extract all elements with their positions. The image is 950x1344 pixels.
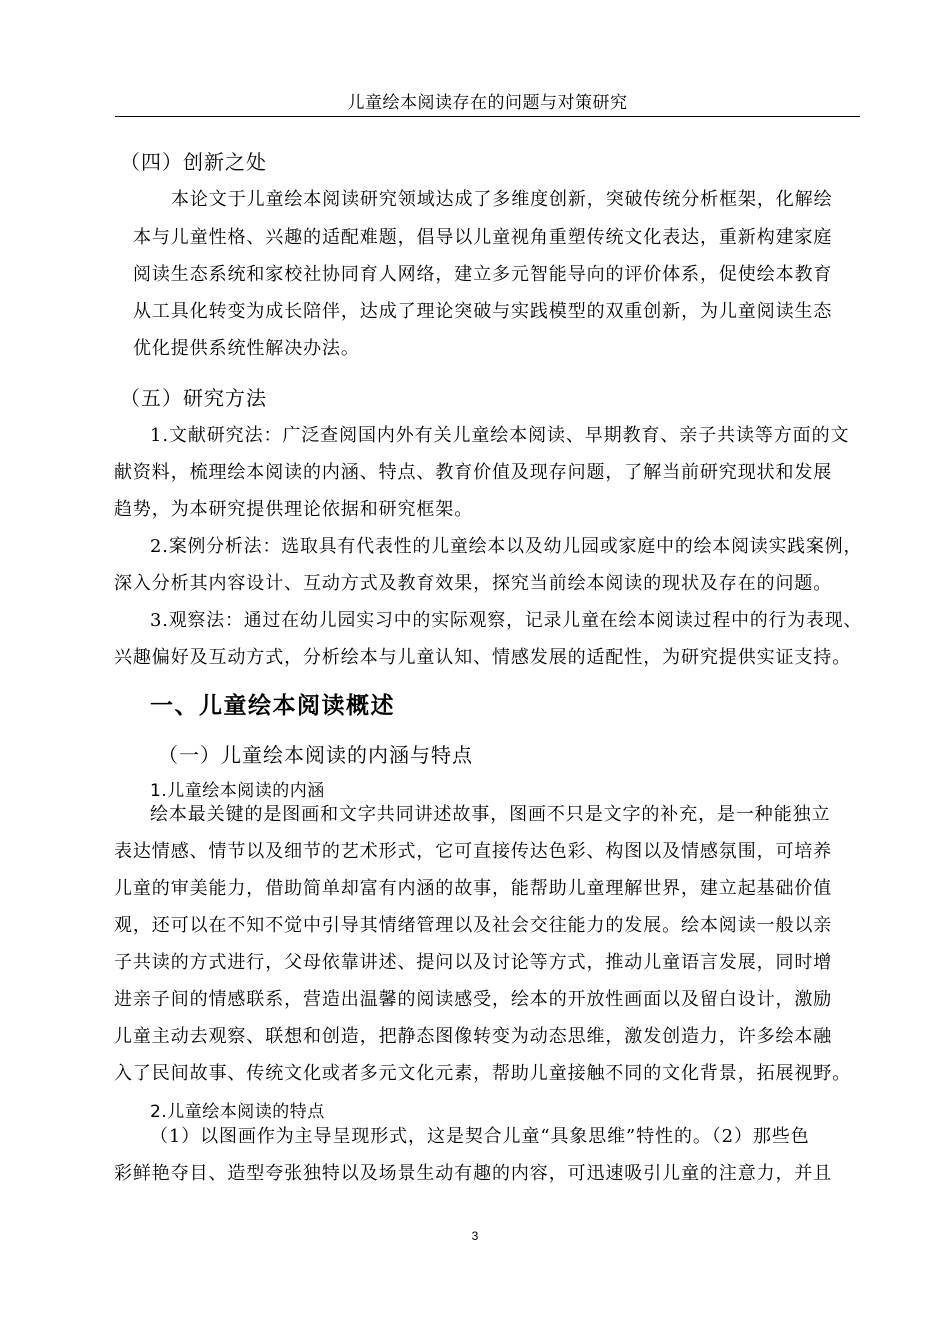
paragraph-line: 1.文献研究法：广泛查阅国内外有关儿童绘本阅读、早期教育、亲子共读等方面的文 bbox=[150, 425, 850, 446]
paragraph-line: 表达情感、情节以及细节的艺术形式，它可直接传达色彩、构图以及情感氛围，可培养 bbox=[114, 841, 833, 862]
paragraph-line: 献资料，梳理绘本阅读的内涵、特点、教育价值及现存问题，了解当前研究现状和发展 bbox=[114, 462, 833, 483]
chapter-heading: 一、儿童绘本阅读概述 bbox=[150, 693, 395, 719]
subsection-heading-features: 2.儿童绘本阅读的特点 bbox=[150, 1102, 325, 1122]
section-heading: （一）儿童绘本阅读的内涵与特点 bbox=[158, 743, 473, 767]
paragraph-line: 本与儿童性格、兴趣的适配难题，倡导以儿童视角重塑传统文化表达，重新构建家庭 bbox=[133, 227, 833, 248]
paragraph-line: （1）以图画作为主导呈现形式，这是契合儿童“具象思维”特性的。（2）那些色 bbox=[150, 1126, 810, 1147]
paragraph-line: 从工具化转变为成长陪伴，达成了理论突破与实践模型的双重创新，为儿童阅读生态 bbox=[133, 301, 833, 322]
paragraph-line: 儿童主动去观察、联想和创造，把静态图像转变为动态思维，激发创造力，许多绘本融 bbox=[114, 1026, 833, 1047]
paragraph-line: 本论文于儿童绘本阅读研究领域达成了多维度创新，突破传统分析框架，化解绘 bbox=[171, 189, 833, 210]
paragraph-line: 绘本最关键的是图画和文字共同讲述故事，图画不只是文字的补充，是一种能独立 bbox=[150, 804, 831, 825]
paragraph-line: 进亲子间的情感联系，营造出温馨的阅读感受，绘本的开放性画面以及留白设计，激励 bbox=[114, 989, 833, 1010]
paragraph-line: 趋势，为本研究提供理论依据和研究框架。 bbox=[114, 499, 474, 520]
header-rule bbox=[115, 116, 860, 117]
paragraph-line: 子共读的方式进行，父母依靠讲述、提问以及讨论等方式，推动儿童语言发展，同时增 bbox=[114, 952, 833, 973]
paragraph-line: 观，还可以在不知不觉中引导其情绪管理以及社会交往能力的发展。绘本阅读一般以亲 bbox=[114, 915, 833, 936]
paragraph-line: 3.观察法：通过在幼儿园实习中的实际观察，记录儿童在绘本阅读过程中的行为表现、 bbox=[150, 610, 863, 631]
running-header-title: 儿童绘本阅读存在的问题与对策研究 bbox=[347, 93, 628, 113]
subsection-heading-connotation: 1.儿童绘本阅读的内涵 bbox=[150, 781, 325, 801]
paragraph-line: 阅读生态系统和家校社协同育人网络，建立多元智能导向的评价体系，促使绘本教育 bbox=[133, 264, 833, 285]
page-number: 3 bbox=[471, 1229, 479, 1243]
paragraph-line: 彩鲜艳夺目、造型夸张独特以及场景生动有趣的内容，可迅速吸引儿童的注意力，并且 bbox=[114, 1163, 833, 1184]
paragraph-line: 入了民间故事、传统文化或者多元文化元素，帮助儿童接触不同的文化背景，拓展视野。 bbox=[114, 1063, 852, 1084]
paragraph-line: 优化提供系统性解决办法。 bbox=[133, 338, 360, 359]
heading-innovation: （四）创新之处 bbox=[120, 150, 267, 174]
paragraph-line: 兴趣偏好及互动方式，分析绘本与儿童认知、情感发展的适配性，为研究提供实证支持。 bbox=[114, 647, 852, 668]
paragraph-line: 儿童的审美能力，借助简单却富有内涵的故事，能帮助儿童理解世界，建立起基础价值 bbox=[114, 878, 833, 899]
paragraph-line: 2.案例分析法：选取具有代表性的儿童绘本以及幼儿园或家庭中的绘本阅读实践案例， bbox=[150, 536, 863, 557]
paragraph-line: 深入分析其内容设计、互动方式及教育效果，探究当前绘本阅读的现状及存在的问题。 bbox=[114, 573, 833, 594]
heading-methods: （五）研究方法 bbox=[120, 386, 267, 410]
